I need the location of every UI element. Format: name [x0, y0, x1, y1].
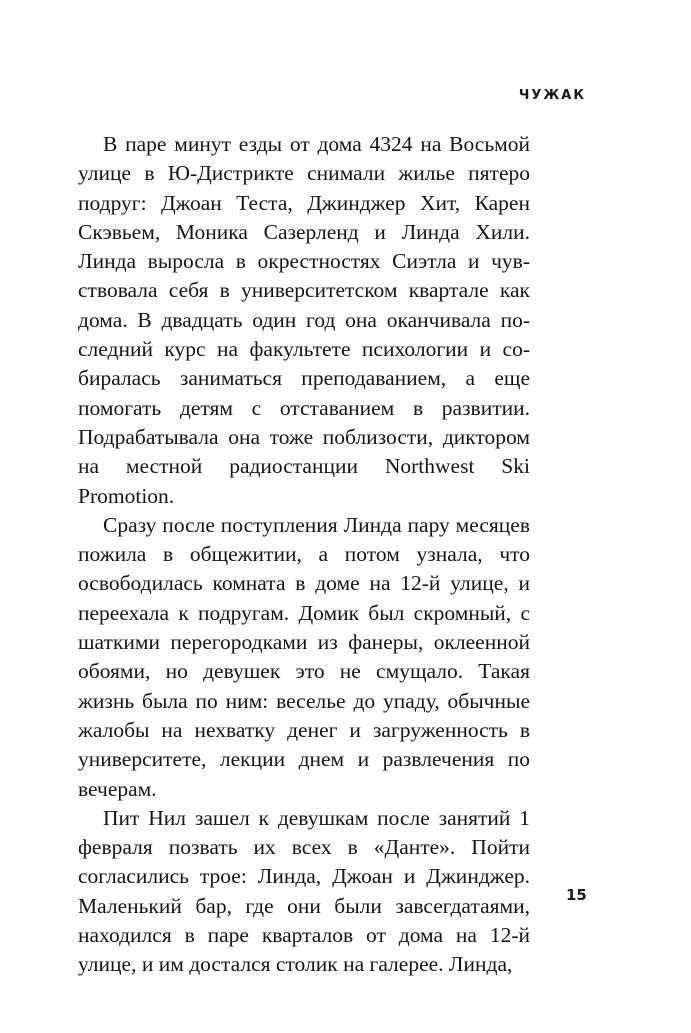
- paragraph-2: Сразу после поступления Линда пару месяцев пожила в общежитии, а потом узнала, что освободилась комната в доме на 12-й улице, и переехала к подругам. Домик был скромный, с шаткими перегородками из фанеры, оклеенной обоями, но девушек это не смущало. Такая жизнь была по ним: веселье до упаду, обычные жалобы на нехватку денег и загруженность в университете, лекции днем и развлечения по вечерам.: [78, 512, 530, 801]
- running-header-title: ЧУЖАК: [518, 88, 586, 103]
- paragraph-3: Пит Нил зашел к девушкам после занятий 1 февраля позвать их всех в «Данте». Пойти согласились трое: Линда, Джоан и Джинджер. Маленький бар, где они были завсегдатаями, находился в паре кварталов от дома на 12-й улице, и им достался столик на галерее. Линда,: [78, 805, 530, 977]
- book-text-body: [78, 130, 530, 980]
- paragraph-1: В паре минут езды от дома 4324 на Восьмой улице в Ю-Дистрикте снимали жилье пятеро подруг: Джоан Теста, Джинджер Хит, Карен Скэвьем, Моника Сазерленд и Линда Хили. Линда выросла в окрестностях Сиэтла и чувствовала себя в университетском квартале как дома. В двадцать один год она оканчивала последний курс на факультете психологии и собиралась заниматься преподаванием, а еще помогать детям с отставанием в развитии. Подрабатывала она тоже поблизости, диктором на местной радиостанции Northwest Ski Promotion.: [78, 132, 530, 508]
- page-number: 15: [566, 886, 587, 904]
